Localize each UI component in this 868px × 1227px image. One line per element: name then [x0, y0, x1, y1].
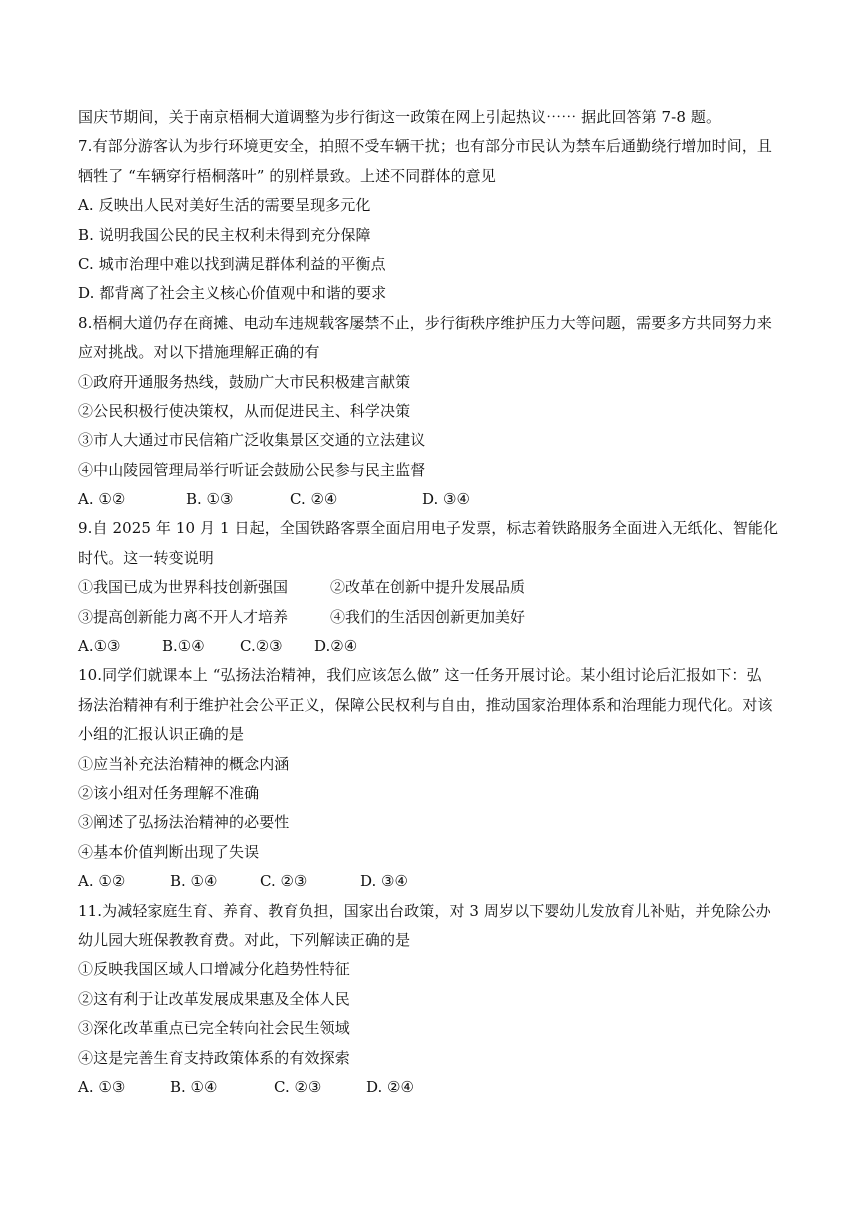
- q8-statement-3: ③市人大通过市民信箱广泛收集景区交通的立法建议: [78, 431, 426, 450]
- question-9: [78, 514, 798, 661]
- q11-statement-3: ③深化改革重点已完全转向社会民生领域: [78, 1019, 350, 1038]
- q8-stem-line-1: 8.梧桐大道仍存在商摊、电动车违规载客屡禁不止，步行街秩序维护压力大等问题，需要多方共同努力来: [78, 313, 773, 332]
- q7-option-a: A. 反映出人民对美好生活的需要呈现多元化: [78, 196, 371, 215]
- q8-stem-line-2: 应对挑战。对以下措施理解正确的有: [78, 343, 320, 362]
- q11-option-a: A. ①③: [78, 1077, 126, 1096]
- q8-option-c: C. ②④: [290, 490, 338, 509]
- q9-statement-3: ③提高创新能力离不开人才培养: [78, 607, 289, 626]
- q11-statement-1: ①反映我国区域人口增减分化趋势性特征: [78, 960, 350, 979]
- q11-option-c: C. ②③: [274, 1077, 322, 1096]
- q8-options: [78, 485, 798, 514]
- q11-stem-line-1: 11.为减轻家庭生育、养育、教育负担，国家出台政策，对 3 周岁以下婴幼儿发放育儿补贴，并免除公办: [78, 901, 771, 920]
- q11-stem-line-2: 幼儿园大班保教教育费。对此，下列解读正确的是: [78, 930, 411, 949]
- q10-statement-4: ④基本价值判断出现了失误: [78, 842, 260, 861]
- q11-option-b: B. ①④: [170, 1077, 218, 1096]
- q8-option-b: B. ①③: [186, 490, 234, 509]
- q9-stem-line-2: 时代。这一转变说明: [78, 548, 214, 567]
- q9-option-a: A.①③: [78, 637, 121, 656]
- q11-option-d: D. ②④: [366, 1077, 414, 1096]
- q9-statement-row-2: [78, 603, 798, 632]
- q7-option-c: C. 城市治理中难以找到满足群体利益的平衡点: [78, 254, 386, 273]
- exam-page: [78, 103, 798, 1102]
- q10-option-d: D. ③④: [360, 872, 408, 891]
- q10-option-b: B. ①④: [170, 872, 218, 891]
- q8-option-d: D. ③④: [422, 490, 470, 509]
- question-11: [78, 897, 798, 1103]
- question-8: [78, 309, 798, 515]
- q10-stem-line-1: 10.同学们就课本上 “弘扬法治精神，我们应该怎么做” 这一任务开展讨论。某小组讨论后汇报如下：弘: [78, 666, 762, 685]
- q8-statement-2: ②公民积极行使决策权，从而促进民主、科学决策: [78, 401, 411, 420]
- q10-statement-3: ③阐述了弘扬法治精神的必要性: [78, 813, 290, 832]
- q8-statement-1: ①政府开通服务热线，鼓励广大市民积极建言献策: [78, 372, 411, 391]
- q9-stem-line-1: 9.自 2025 年 10 月 1 日起，全国铁路客票全面启用电子发票，标志着铁路服务全面进入无纸化、智能化: [78, 519, 779, 538]
- q9-option-d: D.②④: [314, 637, 358, 656]
- q9-statement-4: ④我们的生活因创新更加美好: [330, 607, 526, 626]
- q9-options: [78, 632, 798, 661]
- q7-option-d: D. 都背离了社会主义核心价值观中和谐的要求: [78, 284, 387, 303]
- question-10: [78, 661, 798, 896]
- q9-option-b: B.①④: [162, 637, 205, 656]
- q11-statement-2: ②这有利于让改革发展成果惠及全体人民: [78, 989, 350, 1008]
- question-7: [78, 132, 798, 308]
- q10-option-c: C. ②③: [260, 872, 308, 891]
- q9-option-c: C.②③: [240, 637, 283, 656]
- q9-statement-row-1: [78, 573, 798, 602]
- q9-statement-2: ②改革在创新中提升发展品质: [330, 578, 526, 597]
- q11-statement-4: ④这是完善生育支持政策体系的有效探索: [78, 1048, 350, 1067]
- q10-options: [78, 867, 798, 896]
- q7-stem-line-1: 7.有部分游客认为步行环境更安全，拍照不受车辆干扰；也有部分市民认为禁车后通勤绕行增加时间，且: [78, 137, 773, 156]
- q7-stem-line-2: 牺牲了 “车辆穿行梧桐落叶” 的别样景致。上述不同群体的意见: [78, 166, 496, 185]
- q11-options: [78, 1073, 798, 1102]
- q10-stem-line-2: 扬法治精神有利于维护社会公平正义，保障公民权利与自由，推动国家治理体系和治理能力现代化。对该: [78, 695, 773, 714]
- q8-option-a: A. ①②: [78, 490, 126, 509]
- q10-stem-line-3: 小组的汇报认识正确的是: [78, 725, 245, 744]
- q10-statement-1: ①应当补充法治精神的概念内涵: [78, 754, 290, 773]
- q9-statement-1: ①我国已成为世界科技创新强国: [78, 578, 289, 597]
- q10-statement-2: ②该小组对任务理解不准确: [78, 783, 260, 802]
- q7-option-b: B. 说明我国公民的民主权利未得到充分保障: [78, 225, 371, 244]
- q10-option-a: A. ①②: [78, 872, 126, 891]
- intro-text: 国庆节期间，关于南京梧桐大道调整为步行街这一政策在网上引起热议⋯⋯ 据此回答第 7-8 题。: [78, 108, 722, 126]
- q8-statement-4: ④中山陵园管理局举行听证会鼓励公民参与民主监督: [78, 460, 426, 479]
